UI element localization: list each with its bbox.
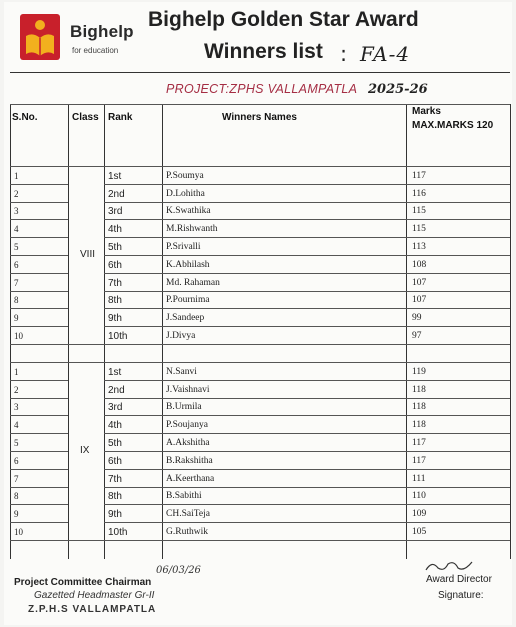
table-row [10,380,510,398]
table-row [10,487,510,505]
row-marks: 99 [412,313,422,324]
table-group-rule [10,344,510,345]
director-signature [422,558,482,574]
headmaster-stamp: Gazetted Headmaster Gr-II [34,590,155,601]
header-divider [10,72,510,73]
table-row [10,308,510,326]
award-director-title: Award Director [426,574,492,585]
row-rank: 9th [108,509,122,521]
brand-tagline: for education [72,46,119,55]
class-label: IX [80,445,90,456]
row-sno: 2 [14,384,19,395]
academic-year: 2025-26 [368,82,428,97]
row-winner-name: J.Sandeep [166,313,205,324]
row-sno: 7 [14,473,19,484]
row-rank: 2nd [108,188,125,200]
row-sno: 7 [14,277,19,288]
row-marks: 105 [412,526,427,537]
row-marks: 119 [412,366,426,377]
row-sno: 10 [14,330,23,341]
row-marks: 97 [412,330,422,341]
row-winner-name: P.Pournima [166,295,210,306]
row-winner-name: M.Rishwanth [166,224,218,235]
row-sno: 9 [14,509,19,520]
column-header-marks: Marks [412,106,441,117]
row-sno: 6 [14,259,19,270]
row-sno: 5 [14,241,19,252]
row-winner-name: Md. Rahaman [166,277,220,288]
row-rank: 8th [108,491,122,503]
row-winner-name: K.Swathika [166,206,211,217]
table-group-rule [10,540,510,541]
row-winner-name: P.Soumya [166,170,204,181]
row-winner-name: CH.SaiTeja [166,509,210,520]
row-rank: 9th [108,313,122,325]
row-winner-name: P.Soujanya [166,420,208,431]
row-rank: 10th [108,330,128,342]
table-top-rule [10,104,510,105]
brand-name: Bighelp [70,22,134,41]
row-sno: 1 [14,170,19,181]
page-title: Bighelp Golden Star Award [148,8,419,31]
column-header-sno: S.No. [12,112,38,123]
row-winner-name: P.Srivalli [166,241,201,252]
row-marks: 115 [412,206,426,217]
row-rank: 1st [108,366,122,378]
row-marks: 118 [412,402,426,413]
table-row [10,166,510,184]
column-header-names: Winners Names [222,112,297,123]
row-marks: 110 [412,491,426,502]
chairman-signature-date: 06/03/26 [156,565,201,576]
table-row [10,273,510,291]
table-row [10,415,510,433]
chairman-title: Project Committee Chairman [14,577,152,588]
table-row [10,326,510,344]
table-row [10,219,510,237]
row-winner-name: D.Lohitha [166,188,205,199]
row-marks: 117 [412,455,426,466]
row-sno: 3 [14,206,19,217]
table-row [10,184,510,202]
column-header-rank: Rank [108,112,133,123]
row-marks: 111 [412,473,426,484]
row-rank: 10th [108,526,128,538]
row-winner-name: B.Rakshitha [166,455,213,466]
row-marks: 113 [412,241,426,252]
table-row [10,398,510,416]
column-header-class: Class [72,112,99,123]
row-rank: 7th [108,473,122,485]
row-rank: 3rd [108,206,123,218]
bighelp-logo [14,8,139,66]
row-sno: 9 [14,313,19,324]
row-marks: 109 [412,509,427,520]
row-marks: 107 [412,277,427,288]
row-sno: 5 [14,437,19,448]
row-rank: 6th [108,259,122,271]
row-sno: 8 [14,295,19,306]
winners-table [10,104,510,559]
row-sno: 8 [14,491,19,502]
row-rank: 8th [108,295,122,307]
table-row [10,469,510,487]
table-row [10,504,510,522]
signature-label: Signature: [438,590,484,601]
row-marks: 117 [412,437,426,448]
row-rank: 4th [108,224,122,236]
row-winner-name: B.Urmila [166,402,202,413]
row-sno: 3 [14,402,19,413]
row-winner-name: J.Vaishnavi [166,384,210,395]
table-row [10,362,510,380]
row-rank: 5th [108,241,122,253]
bighelp-logo-icon [18,12,62,62]
row-winner-name: A.Akshitha [166,437,210,448]
column-header-max-marks: MAX.MARKS 120 [412,120,494,131]
project-name: PROJECT:ZPHS VALLAMPATLA [166,82,358,96]
row-marks: 108 [412,259,427,270]
row-rank: 3rd [108,402,123,414]
row-winner-name: K.Abhilash [166,259,210,270]
row-rank: 4th [108,420,122,432]
row-sno: 10 [14,526,23,537]
row-winner-name: A.Keerthana [166,473,215,484]
row-winner-name: G.Ruthwik [166,526,208,537]
row-sno: 4 [14,224,19,235]
row-rank: 7th [108,277,122,289]
row-marks: 117 [412,170,426,181]
row-sno: 1 [14,366,19,377]
row-sno: 2 [14,188,19,199]
title-colon: : [340,42,348,66]
table-column-rule [510,104,511,559]
row-marks: 116 [412,188,426,199]
row-marks: 118 [412,420,426,431]
assessment-label: FA-4 [360,42,411,66]
row-rank: 1st [108,170,122,182]
award-sheet [4,2,512,625]
row-rank: 5th [108,437,122,449]
row-marks: 115 [412,224,426,235]
page-subtitle: Winners list [204,40,323,63]
row-rank: 2nd [108,384,125,396]
row-winner-name: N.Sanvi [166,366,197,377]
table-row [10,522,510,540]
row-marks: 107 [412,295,427,306]
row-marks: 118 [412,384,426,395]
row-winner-name: J.Divya [166,330,196,341]
table-row [10,202,510,220]
row-sno: 4 [14,420,19,431]
table-row [10,291,510,309]
class-label: VIII [80,249,96,260]
school-stamp: Z.P.H.S VALLAMPATLA [28,604,157,615]
row-rank: 6th [108,455,122,467]
row-sno: 6 [14,455,19,466]
row-winner-name: B.Sabithi [166,491,202,502]
